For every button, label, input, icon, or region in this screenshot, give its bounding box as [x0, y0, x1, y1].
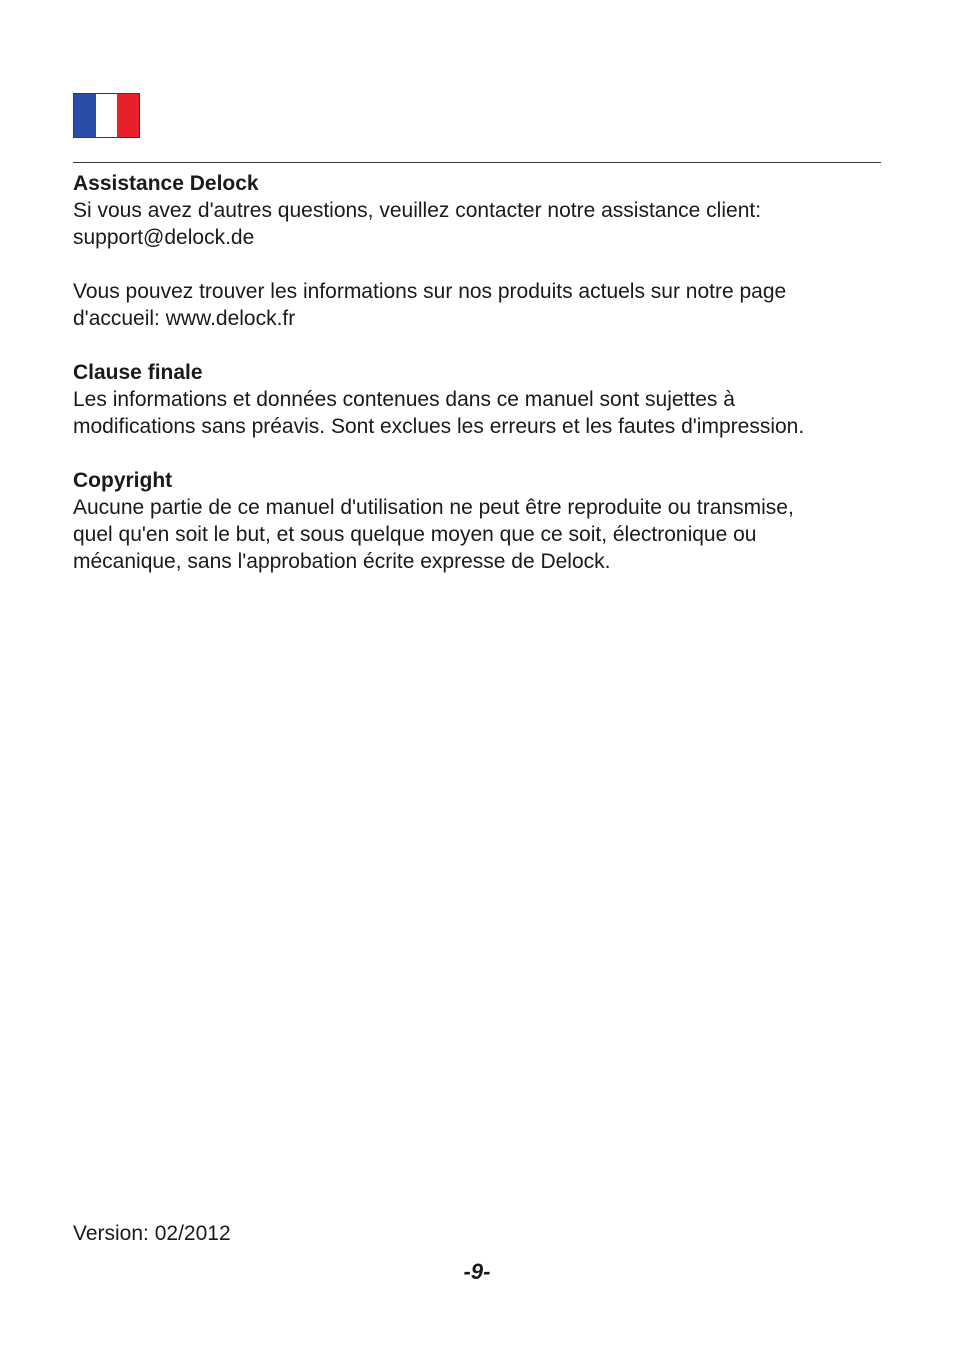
flag-red-stripe	[117, 94, 139, 137]
header-divider	[73, 162, 881, 163]
flag-white-stripe	[96, 94, 118, 137]
final-clause-heading: Clause finale	[73, 361, 203, 384]
support-email: support@delock.de	[73, 226, 255, 249]
support-section	[73, 170, 881, 251]
final-clause-section	[73, 359, 881, 440]
support-text-line: Si vous avez d'autres questions, veuillez contacter notre assistance client:	[73, 199, 762, 222]
copyright-section	[73, 467, 881, 575]
copyright-heading: Copyright	[73, 469, 173, 492]
final-clause-line: modifications sans préavis. Sont exclues les erreurs et les fautes d'impression.	[73, 415, 805, 438]
french-flag-icon	[73, 93, 140, 138]
final-clause-line: Les informations et données contenues dans ce manuel sont sujettes à	[73, 388, 735, 411]
website-text-line: Vous pouvez trouver les informations sur nos produits actuels sur notre page	[73, 280, 787, 303]
copyright-line: mécanique, sans l'approbation écrite expresse de Delock.	[73, 550, 611, 573]
support-heading: Assistance Delock	[73, 172, 259, 195]
document-body	[73, 170, 881, 602]
page-number: -9-	[463, 1259, 491, 1284]
website-url-line: d'accueil: www.delock.fr	[73, 307, 296, 330]
version-label: Version: 02/2012	[73, 1222, 231, 1245]
copyright-line: quel qu'en soit le but, et sous quelque moyen que ce soit, électronique ou	[73, 523, 757, 546]
website-section	[73, 278, 881, 332]
copyright-line: Aucune partie de ce manuel d'utilisation ne peut être reproduite ou transmise,	[73, 496, 794, 519]
flag-blue-stripe	[74, 94, 96, 137]
